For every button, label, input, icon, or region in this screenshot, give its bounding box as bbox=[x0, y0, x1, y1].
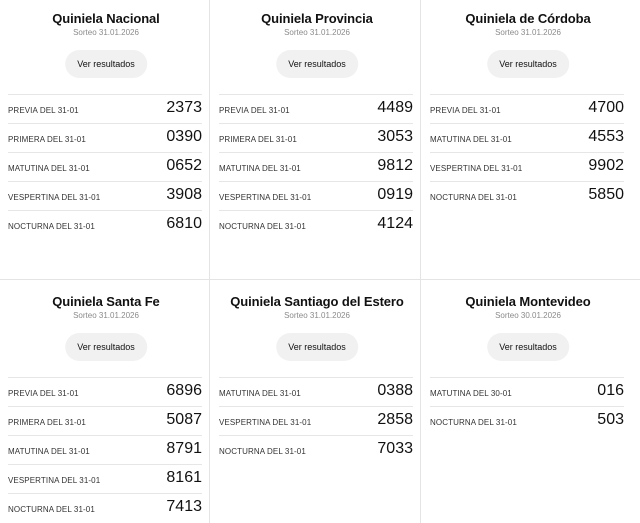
winning-number: 6896 bbox=[166, 382, 202, 399]
draw-date: Sorteo 31.01.2026 bbox=[73, 311, 139, 320]
view-results-button[interactable]: Ver resultados bbox=[65, 50, 147, 78]
result-row bbox=[8, 493, 202, 522]
winning-number: 5850 bbox=[588, 186, 624, 203]
draw-date: Sorteo 30.01.2026 bbox=[495, 311, 561, 320]
winning-number: 3053 bbox=[377, 128, 413, 145]
draw-label: NOCTURNA DEL 31-01 bbox=[219, 222, 306, 231]
draw-label: PRIMERA DEL 31-01 bbox=[219, 135, 297, 144]
draw-label: PREVIA DEL 31-01 bbox=[430, 106, 501, 115]
winning-number: 4553 bbox=[588, 128, 624, 145]
result-row bbox=[8, 123, 202, 152]
draw-label: NOCTURNA DEL 31-01 bbox=[430, 193, 517, 202]
card-title: Quiniela Provincia bbox=[261, 11, 373, 26]
result-row bbox=[8, 464, 202, 493]
winning-number: 016 bbox=[597, 382, 624, 399]
draw-label: NOCTURNA DEL 31-01 bbox=[219, 447, 306, 456]
view-results-button[interactable]: Ver resultados bbox=[276, 50, 358, 78]
result-row bbox=[219, 94, 413, 123]
winning-number: 4700 bbox=[588, 99, 624, 116]
draw-date: Sorteo 31.01.2026 bbox=[73, 28, 139, 37]
draw-date: Sorteo 31.01.2026 bbox=[284, 311, 350, 320]
winning-number: 7033 bbox=[377, 440, 413, 457]
draw-label: VESPERTINA DEL 31-01 bbox=[8, 476, 101, 485]
winning-number: 4489 bbox=[377, 99, 413, 116]
result-row bbox=[219, 377, 413, 406]
results-list bbox=[430, 94, 624, 210]
winning-number: 4124 bbox=[377, 215, 413, 232]
winning-number: 0652 bbox=[166, 157, 202, 174]
view-results-button[interactable]: Ver resultados bbox=[276, 333, 358, 361]
lottery-card bbox=[0, 283, 212, 523]
draw-label: MATUTINA DEL 31-01 bbox=[8, 447, 90, 456]
winning-number: 2373 bbox=[166, 99, 202, 116]
draw-label: MATUTINA DEL 30-01 bbox=[430, 389, 512, 398]
result-row bbox=[430, 152, 624, 181]
result-row bbox=[430, 181, 624, 210]
result-row bbox=[219, 435, 413, 464]
winning-number: 0390 bbox=[166, 128, 202, 145]
result-row bbox=[430, 377, 624, 406]
winning-number: 0919 bbox=[377, 186, 413, 203]
card-title: Quiniela Santa Fe bbox=[52, 294, 160, 309]
draw-label: VESPERTINA DEL 31-01 bbox=[219, 418, 312, 427]
results-list bbox=[219, 94, 413, 239]
card-title: Quiniela Montevideo bbox=[465, 294, 591, 309]
draw-label: NOCTURNA DEL 31-01 bbox=[8, 505, 95, 514]
lottery-card bbox=[211, 283, 423, 523]
result-row bbox=[219, 152, 413, 181]
winning-number: 9812 bbox=[377, 157, 413, 174]
card-title: Quiniela Nacional bbox=[52, 11, 160, 26]
winning-number: 3908 bbox=[166, 186, 202, 203]
draw-label: VESPERTINA DEL 31-01 bbox=[219, 193, 312, 202]
winning-number: 6810 bbox=[166, 215, 202, 232]
draw-label: MATUTINA DEL 31-01 bbox=[430, 135, 512, 144]
lottery-card bbox=[211, 0, 423, 260]
result-row bbox=[219, 210, 413, 239]
results-list bbox=[219, 377, 413, 464]
result-row bbox=[219, 406, 413, 435]
result-row bbox=[8, 94, 202, 123]
draw-label: PREVIA DEL 31-01 bbox=[219, 106, 290, 115]
card-title: Quiniela Santiago del Estero bbox=[230, 294, 404, 309]
view-results-button[interactable]: Ver resultados bbox=[65, 333, 147, 361]
draw-label: MATUTINA DEL 31-01 bbox=[219, 389, 301, 398]
draw-label: VESPERTINA DEL 31-01 bbox=[430, 164, 523, 173]
draw-label: PREVIA DEL 31-01 bbox=[8, 389, 79, 398]
view-results-button[interactable]: Ver resultados bbox=[487, 50, 569, 78]
row-divider bbox=[0, 279, 640, 280]
draw-label: MATUTINA DEL 31-01 bbox=[219, 164, 301, 173]
winning-number: 7413 bbox=[166, 498, 202, 515]
result-row bbox=[8, 181, 202, 210]
draw-label: PREVIA DEL 31-01 bbox=[8, 106, 79, 115]
view-results-button[interactable]: Ver resultados bbox=[487, 333, 569, 361]
result-row bbox=[430, 94, 624, 123]
draw-label: PRIMERA DEL 31-01 bbox=[8, 418, 86, 427]
lottery-card bbox=[422, 0, 634, 260]
winning-number: 9902 bbox=[588, 157, 624, 174]
winning-number: 503 bbox=[597, 411, 624, 428]
winning-number: 5087 bbox=[166, 411, 202, 428]
results-list bbox=[430, 377, 624, 435]
result-row bbox=[219, 181, 413, 210]
draw-label: NOCTURNA DEL 31-01 bbox=[430, 418, 517, 427]
draw-label: NOCTURNA DEL 31-01 bbox=[8, 222, 95, 231]
winning-number: 2858 bbox=[377, 411, 413, 428]
draw-date: Sorteo 31.01.2026 bbox=[284, 28, 350, 37]
winning-number: 0388 bbox=[377, 382, 413, 399]
results-list bbox=[8, 377, 202, 522]
card-title: Quiniela de Córdoba bbox=[465, 11, 591, 26]
winning-number: 8161 bbox=[166, 469, 202, 486]
draw-label: MATUTINA DEL 31-01 bbox=[8, 164, 90, 173]
winning-number: 8791 bbox=[166, 440, 202, 457]
draw-label: PRIMERA DEL 31-01 bbox=[8, 135, 86, 144]
result-row bbox=[8, 435, 202, 464]
draw-label: VESPERTINA DEL 31-01 bbox=[8, 193, 101, 202]
lottery-card bbox=[422, 283, 634, 523]
result-row bbox=[430, 123, 624, 152]
result-row bbox=[8, 406, 202, 435]
result-row bbox=[8, 152, 202, 181]
lottery-card bbox=[0, 0, 212, 260]
result-row bbox=[219, 123, 413, 152]
result-row bbox=[8, 210, 202, 239]
draw-date: Sorteo 31.01.2026 bbox=[495, 28, 561, 37]
result-row bbox=[430, 406, 624, 435]
results-list bbox=[8, 94, 202, 239]
result-row bbox=[8, 377, 202, 406]
